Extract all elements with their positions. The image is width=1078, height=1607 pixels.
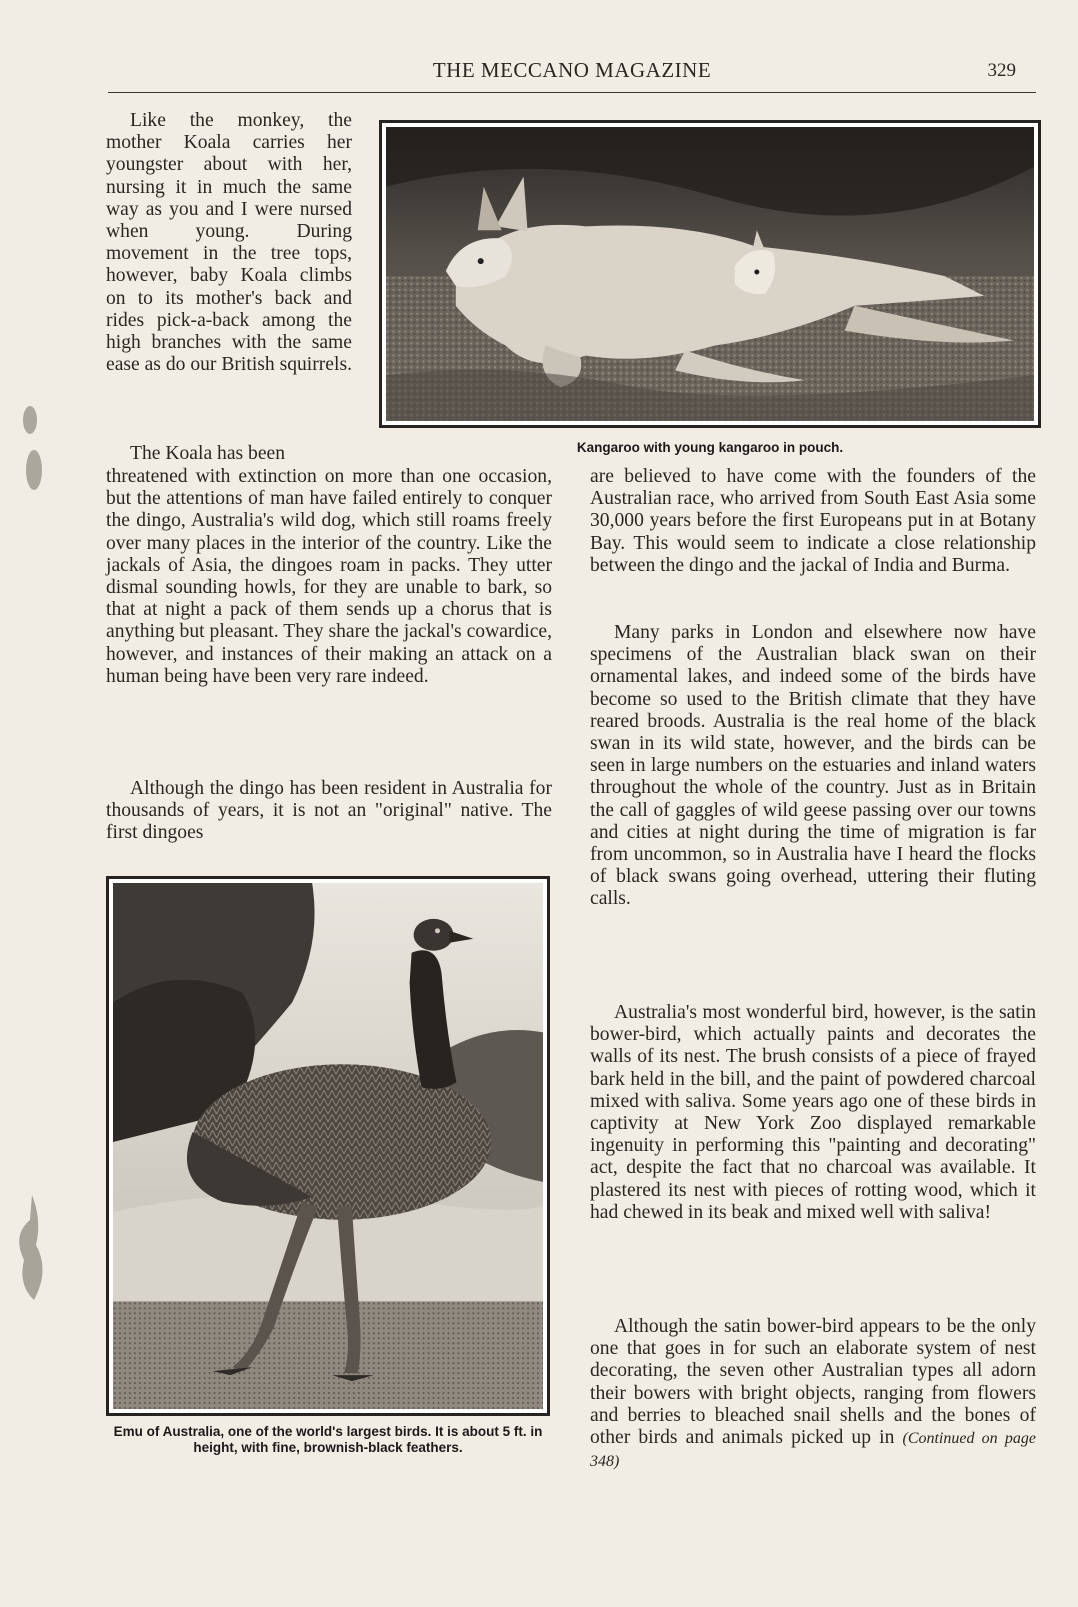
paragraph-koala-carry: Like the monkey, the mother Koala carries her youngster about with her, nursing it in much the same way as you and I were nursed when young. During movement in the tree tops, however, baby Koala climbs on to its mother's back and rides pick-a-back among the high branches with the same ease as do our British squirrels. [106,110,352,376]
binding-mark-icon-2 [12,1190,52,1310]
page-header [108,58,1036,94]
binding-mark-icon [14,400,48,510]
paragraph-dingo-origin-cont: are believed to have come with the founders of the Australian race, who arrived from South East Asia some 30,000 years before the first Europeans put in at Botany Bay. This would seem to indicate a close relationship between the dingo and the jackal of India and Burma. [590,466,1036,576]
paragraph-koala-threat-start: The Koala has been [130,443,286,464]
paragraph-other-bowers [590,1316,1036,1473]
kangaroo-photo [379,120,1041,428]
emu-photo [106,876,550,1416]
continued-note: (Continued on page 348) [590,1430,1036,1471]
magazine-title: THE MECCANO MAGAZINE [432,58,712,82]
emu-photo-icon [113,883,543,1409]
paragraph-other-bowers-text: Although the satin bower-bird appears to be the only one that goes in for such an elaborate system of nest decorating, the seven other Australian types all adorn their bowers with bright objects, ranging from flowers and berries to bleached snail shells and the bones of other birds and animals picked up in [590,1316,1036,1449]
kangaroo-photo-icon [386,127,1034,421]
page-number: 329 [987,60,1016,81]
kangaroo-caption: Kangaroo with young kangaroo in pouch. [576,440,844,455]
paragraph-black-swan: Many parks in London and elsewhere now have specimens of the Australian black swan on their ornamental lakes, and indeed some of the birds have become so used to the British climate that they have reared broods. Australia is the real home of the black swan in its wild state, however, and the birds can be seen in large numbers on the estuaries and inland waters throughout the whole of the country. Just as in Britain the call of gaggles of wild geese passing over our towns and cities at night during the time of migration is far from uncommon, so in Australia have I heard the flocks of black swans going overhead, uttering their fluting calls. [590,622,1036,910]
emu-caption: Emu of Australia, one of the world's largest birds. It is about 5 ft. in height, with fine, brownish-black feathers. [113,1424,543,1455]
paragraph-dingo-origin: Although the dingo has been resident in Australia for thousands of years, it is not an "original" native. The first dingoes [106,778,552,844]
paragraph-bower-bird: Australia's most wonderful bird, however, is the satin bower-bird, which actually paints and decorates the walls of its nest. The brush consists of a piece of frayed bark held in the bill, and the paint of powdered charcoal mixed with saliva. Some years ago one of these birds in captivity at New York Zoo displayed remarkable ingenuity in performing this "painting and decorating" act, despite the fact that no charcoal was available. It plastered its nest with pieces of rotting wood, which it had chewed in its beak and mixed well with saliva! [590,1002,1036,1223]
paragraph-koala-threat: threatened with extinction on more than one occasion, but the attentions of man have failed entirely to conquer the dingo, Australia's wild dog, which still roams freely over many places in the interior of the country. Like the jackals of Asia, the dingoes roam in packs. They utter dismal sounding howls, for they are unable to bark, so that at night a pack of them sends up a chorus that is anything but pleasant. They share the jackal's cowardice, however, and instances of their making an attack on a human being have been very rare indeed. [106,466,552,687]
header-rule [108,92,1036,93]
